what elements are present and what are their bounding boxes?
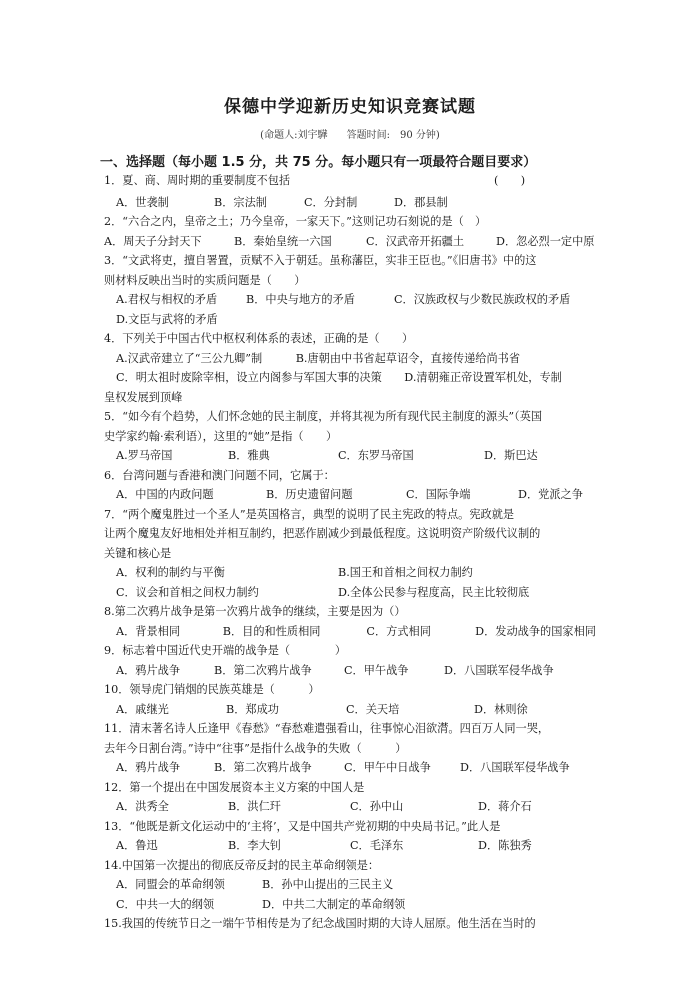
option: A．鸦片战争	[116, 761, 181, 774]
option: D．八国联军侵华战争	[444, 663, 554, 677]
option: C．甲午中日战争	[344, 761, 431, 774]
option: C．汉族政权与少数民族政权的矛盾	[394, 293, 571, 306]
question-stem-cont: 去年今日割台湾。”诗中“往事”是指什么战争的失败（ ）	[104, 741, 407, 755]
question-2: 2．“六合之内，皇帝之土；乃今皇帝，一家天下。”这则记功石刻说的是（ ）	[104, 215, 487, 228]
option: C．国际争端	[406, 488, 471, 501]
option: B．目的和性质相同	[222, 624, 321, 638]
author-line: (命题人:刘宇驊	[260, 130, 328, 141]
option: A．世袭制	[116, 195, 169, 209]
question-8: 8.第二次鸦片战争是第一次鸦片战争的继续，主要是因为（）	[104, 605, 406, 618]
question-11: 11．清末著名诗人丘逢甲《春愁》“春愁难遣强看山，往事惊心泪欲潸。四百万人同一哭，	[104, 722, 550, 735]
option: D．蒋介石	[478, 800, 532, 813]
question-13: 13．“他既是新文化运动中的‘主将’，又是中国共产党初期的中央局书记。”此人是	[104, 819, 501, 833]
options-row	[104, 836, 596, 856]
option-line: A.汉武帝建立了“三公九卿”制 B.唐朝由中书省起草诏令，直接传递给尚书省	[116, 351, 521, 365]
option: C．关天培	[346, 702, 400, 716]
page-title: 保德中学迎新历史知识竞赛试题	[224, 97, 476, 117]
option: C．中共一大的纲领	[116, 897, 215, 911]
option: D.文臣与武将的矛盾	[116, 312, 218, 326]
option: C．方式相同	[366, 624, 431, 638]
option: B．第二次鸦片战争	[214, 663, 312, 677]
option: C．甲午战争	[344, 663, 409, 677]
option: C．毛泽东	[350, 839, 404, 852]
option: D．发动战争的国家相同	[475, 624, 596, 638]
options-row	[104, 193, 596, 213]
option: A．鸦片战争	[116, 663, 181, 677]
options-row	[104, 310, 596, 330]
option: C．东罗马帝国	[338, 449, 414, 462]
option: D．林则徐	[474, 702, 528, 716]
question-4: 4．下列关于中国古代中枢权利体系的表述，正确的是（ ）	[104, 332, 414, 345]
question-14: 14.中国第一次提出的彻底反帝反封的民主革命纲领是：	[104, 858, 380, 872]
section-heading: 一、选择题（每小题 1.5 分，共 75 分。每小题只有一项最符合题目要求）	[100, 155, 537, 170]
option: B．历史遗留问题	[266, 488, 353, 501]
option: B．李大钊	[228, 839, 281, 852]
option: D．忽必烈一定中原	[496, 234, 595, 248]
options-row	[104, 446, 596, 466]
option: D．党派之争	[518, 488, 583, 501]
option: A．背景相同	[116, 624, 181, 638]
exam-meta	[0, 126, 700, 141]
option: A.罗马帝国	[116, 449, 173, 462]
option: A．周天子分封天下	[104, 234, 202, 248]
question-stem-cont: 则材料反映出当时的实质问题是（ ）	[104, 273, 306, 287]
options-row	[104, 758, 596, 778]
option: D．中共二大制定的革命纲领	[262, 897, 406, 911]
option: B．第二次鸦片战争	[214, 761, 312, 774]
question-stem: 1．夏、商、周时期的重要制度不包括	[104, 174, 291, 187]
option: D．八国联军侵华战争	[460, 761, 570, 774]
option: B．孙中山提出的三民主义	[262, 878, 394, 891]
options-row	[104, 875, 596, 895]
option: A.君权与相权的矛盾	[116, 293, 218, 306]
option: D.全体公民参与程度高，民主比较彻底	[338, 585, 530, 599]
options-row	[104, 563, 596, 583]
options-row	[104, 485, 596, 505]
option: A．鲁迅	[116, 839, 158, 852]
time-line: 答题时间: 90 分钟)	[346, 130, 440, 141]
option: C．孙中山	[350, 800, 404, 813]
question-3: 3．“文武将吏，擅自署置，贡赋不入于朝廷。虽称藩臣，实非王臣也。”《旧唐书》中的这	[104, 254, 537, 267]
question-12: 12．第一个提出在中国发展资本主义方案的中国人是	[104, 780, 365, 794]
options-row	[104, 622, 596, 642]
options-row	[104, 232, 596, 252]
options-row	[104, 661, 596, 681]
question-stem-cont: 关键和核心是	[104, 546, 172, 560]
option: B．中央与地方的矛盾	[246, 293, 355, 306]
options-row	[104, 700, 596, 720]
option: A．洪秀全	[116, 800, 169, 813]
question-10: 10．领导虎门销烟的民族英雄是（ ）	[104, 683, 320, 696]
question-list	[104, 170, 596, 934]
option: B．秦始皇统一六国	[234, 234, 332, 248]
question-6: 6．台湾问题与香港和澳门问题不同，它属于：	[104, 468, 335, 482]
question-stem-cont: 史学家约翰·索利语），这里的“她”是指（ ）	[104, 429, 338, 443]
option: D．斯巴达	[484, 449, 538, 462]
option-line: C．明太祖时废除宰相，设立内阁参与军国大事的决策 D.清朝雍正帝设置军机处，专制	[116, 371, 562, 384]
option-line: 皇权发展到顶峰	[104, 390, 183, 404]
options-row	[104, 895, 596, 915]
question-9: 9．标志着中国近代史开端的战争是（ ）	[104, 644, 347, 657]
option: A．中国的内政问题	[116, 488, 214, 501]
option: A．戚继光	[116, 702, 169, 716]
options-row	[104, 583, 596, 603]
option: B．雅典	[228, 449, 270, 462]
question-1	[104, 170, 596, 193]
option: B．宗法制	[214, 195, 267, 209]
option: B．郑成功	[226, 702, 279, 716]
options-row	[104, 797, 596, 817]
option: B.国王和首相之间权力制约	[338, 566, 473, 579]
question-stem-cont: 让两个魔鬼友好地相处并相互制约，把恶作剧减少到最低程度。这说明资产阶级代议制的	[104, 527, 541, 540]
option: A．权利的制约与平衡	[116, 566, 225, 579]
question-7: 7．“两个魔鬼胜过一个圣人”是英国格言，典型的说明了民主宪政的特点。宪政就是	[104, 507, 515, 521]
question-5: 5．“如今有个趋势，人们怀念她的民主制度，并将其视为所有现代民主制度的源头”（英国	[104, 410, 543, 423]
option: C．议会和首相之间权力制约	[116, 585, 259, 599]
options-row	[104, 290, 596, 310]
question-15: 15.我国的传统节日之一端午节相传是为了纪念战国时期的大诗人屈原。他生活在当时的	[104, 917, 536, 930]
option: A．同盟会的革命纲领	[116, 878, 225, 891]
option: D．陈独秀	[478, 839, 532, 852]
option: C．分封制	[304, 195, 358, 209]
option: B．洪仁玕	[228, 800, 281, 813]
answer-blank: ( )	[494, 174, 526, 187]
option: C．汉武帝开拓疆土	[366, 234, 465, 248]
option: D．郡县制	[394, 195, 448, 209]
